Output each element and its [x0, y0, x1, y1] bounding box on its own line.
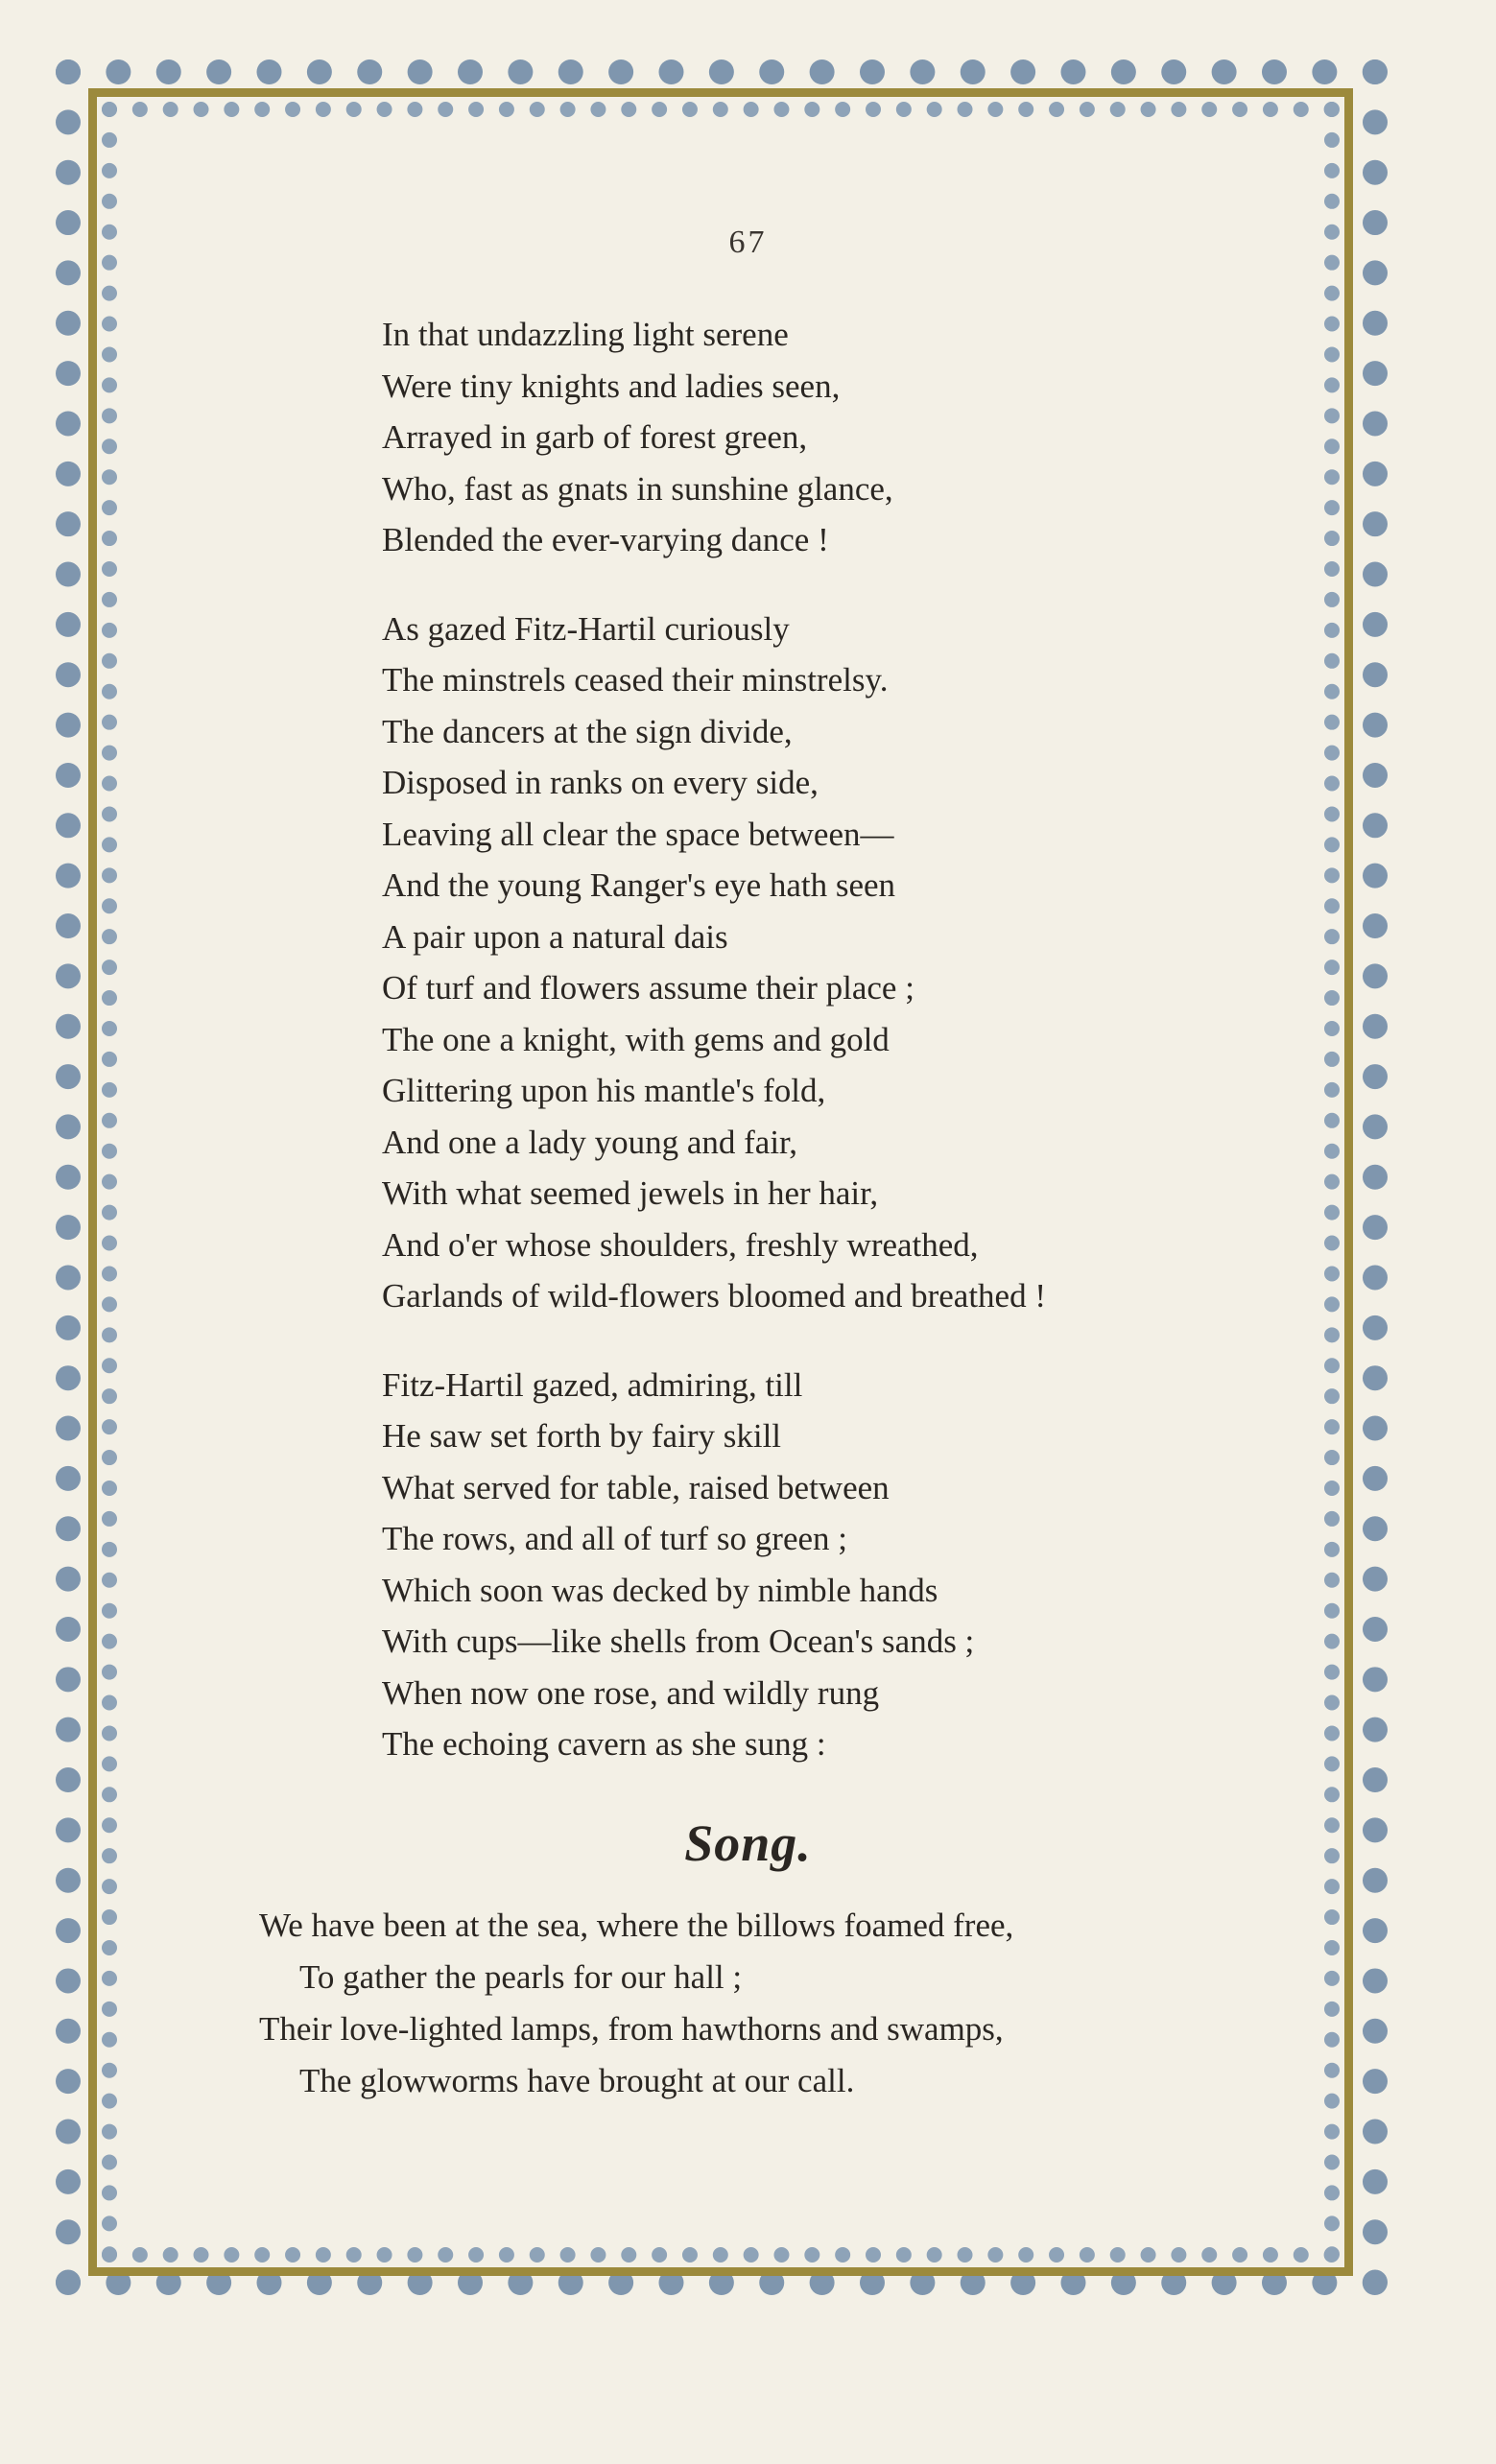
poem-line: Who, fast as gnats in sunshine glance, [382, 469, 893, 508]
poem-line: The one a knight, with gems and gold [382, 1020, 890, 1058]
poem-line: As gazed Fitz-Hartil curiously [382, 609, 790, 648]
poem-line: With cups—like shells from Ocean's sands ; [382, 1623, 975, 1660]
poem-line: Leaving all clear the space between— [382, 815, 894, 853]
poem-line: Blended the ever-varying dance ! [382, 521, 829, 558]
poem-line: The echoing cavern as she sung : [382, 1725, 826, 1763]
stanza-2 [382, 604, 1246, 1322]
poem-line: Glittering upon his mantle's fold, [382, 1072, 826, 1109]
poem-line: What served for table, raised between [382, 1468, 890, 1506]
poem-line: Arrayed in garb of forest green, [382, 418, 808, 456]
poem-line: Garlands of wild-flowers bloomed and breathed ! [382, 1277, 1047, 1315]
poem-line: In that undazzling light serene [382, 316, 789, 353]
poem-line: The rows, and all of turf so green ; [382, 1520, 847, 1557]
poem-line: Fitz-Hartil gazed, admiring, till [382, 1365, 803, 1404]
poem-line: And one a lady young and fair, [382, 1123, 798, 1161]
poem-line: Which soon was decked by nimble hands [382, 1571, 938, 1609]
poem-body [382, 309, 1246, 1808]
stanza-1 [382, 309, 1246, 566]
poem-line: Of turf and flowers assume their place ; [382, 969, 914, 1007]
poem-line: And o'er whose shoulders, freshly wreathed, [382, 1225, 979, 1264]
poem-line: The dancers at the sign divide, [382, 712, 793, 750]
poem-line: He saw set forth by fairy skill [382, 1417, 782, 1455]
song-line: To gather the pearls for our hall ; [299, 1958, 743, 1996]
song-body [259, 1900, 1267, 2107]
poem-line: Were tiny knights and ladies seen, [382, 367, 841, 405]
page-number: 67 [728, 225, 768, 260]
song-title: Song. [684, 1814, 812, 1872]
song-line: We have been at the sea, where the billows foamed free, [259, 1907, 1014, 1944]
song-line: The glowworms have brought at our call. [299, 2062, 855, 2099]
stanza-3 [382, 1360, 1246, 1770]
poem-line: And the young Ranger's eye hath seen [382, 866, 896, 904]
poem-line: When now one rose, and wildly rung [382, 1673, 880, 1712]
poem-line: The minstrels ceased their minstrelsy. [382, 661, 889, 699]
poem-line: With what seemed jewels in her hair, [382, 1174, 879, 1212]
song-line: Their love-lighted lamps, from hawthorns and swamps, [259, 2010, 1004, 2048]
poem-line: A pair upon a natural dais [382, 917, 728, 956]
poem-line: Disposed in ranks on every side, [382, 764, 819, 801]
